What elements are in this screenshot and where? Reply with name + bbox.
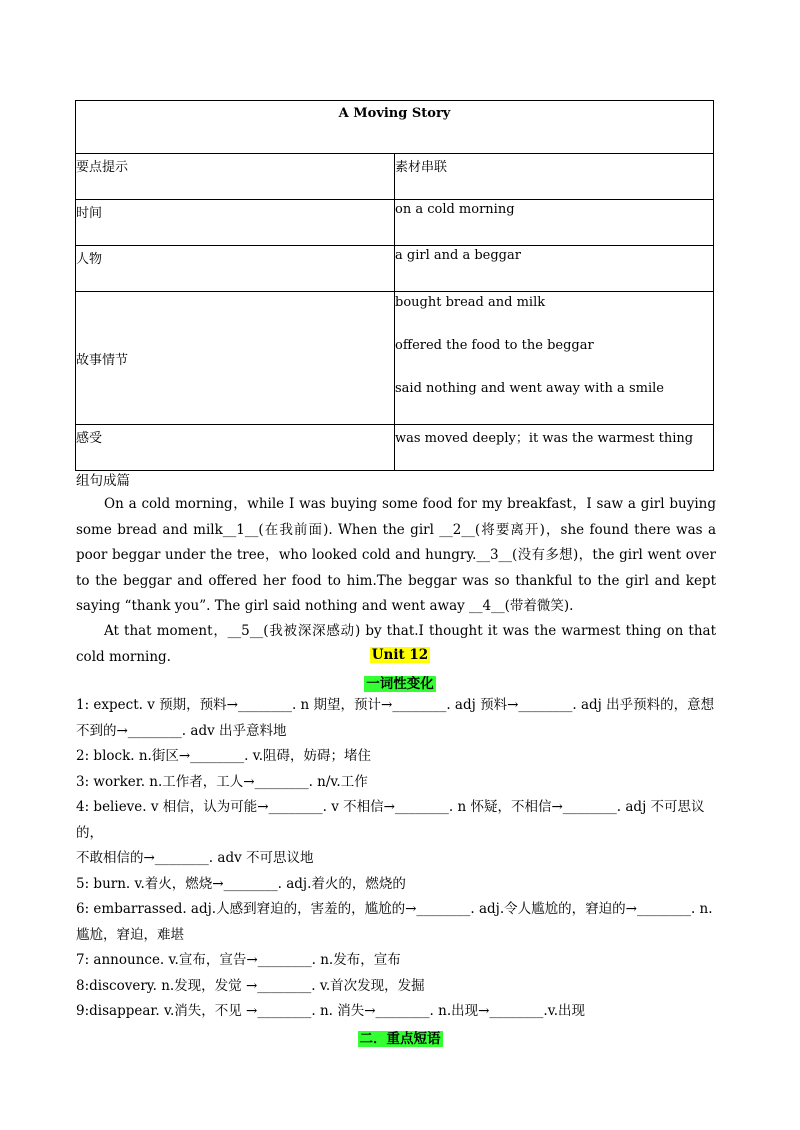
- list-item: 3: worker. n.工作者，工人→________. n/v.工作: [76, 773, 368, 790]
- table-header-left: 要点提示: [76, 154, 395, 200]
- list-item: 2: block. n.街区→________. v.阻碍，妨碍；堵住: [76, 748, 372, 764]
- plot-line: said nothing and went away with a smile: [395, 381, 664, 396]
- table-row-plot-value: [395, 292, 714, 425]
- unit-heading: Unit 12: [371, 647, 429, 663]
- table-row-time-label: 时间: [76, 200, 395, 246]
- list-item: 9:disappear. v.消失，不见 →________. n. 消失→________. n.出现→________.v.出现: [76, 1003, 586, 1019]
- plot-line: offered the food to the beggar: [395, 338, 594, 353]
- table-row-time-value: on a cold morning: [395, 200, 714, 246]
- list-item: 不敢相信的→________. adv 不可思议地: [76, 850, 314, 866]
- section-heading-phrases: 二．重点短语: [359, 1031, 441, 1047]
- section-heading-word-forms: 一词性变化: [366, 676, 434, 692]
- table-row-feeling-value: was moved deeply；it was the warmest thing: [395, 425, 714, 471]
- list-item: 4: believe. v 相信，认为可能→________. v 不相信→________. n 怀疑，不相信→________. adj 不可思议的，: [76, 799, 705, 841]
- word-form-list: [76, 693, 726, 1025]
- composition-paragraph-1: On a cold morning，while I was buying some food for my breakfast，I saw a girl buying some bread and milk__1__(在我前面). When the girl __2__(将要离开)，she found there was a poor beggar under the tree，who looked cold and hungry.__3__(没有多想)，the girl went over to the beggar and offered her food to him.The beggar was so thankful to the girl and kept saying “thank you”. The girl said nothing and went away __4__(带着微笑).: [76, 496, 716, 614]
- plot-line: bought bread and milk: [395, 295, 546, 310]
- composition-label: 组句成篇: [76, 473, 130, 489]
- table-header-right: 素材串联: [395, 154, 714, 200]
- table-title: A Moving Story: [76, 101, 714, 154]
- table-row-people-value: a girl and a beggar: [395, 246, 714, 292]
- list-item: 1: expect. v 预期，预料→________. n 期望，预计→________. adj 预料→________. adj 出乎预料的，意想不到的→________. adv 出乎意料地: [76, 697, 715, 739]
- list-item: 7: announce. v.宣布，宣告→________. n.发布，宣布: [76, 952, 401, 968]
- list-item: 5: burn. v.着火，燃烧→________. adj.着火的，燃烧的: [76, 875, 406, 892]
- table-row-feeling-label: 感受: [76, 425, 395, 471]
- story-table: [75, 100, 714, 471]
- composition-paragraph-2: At that moment，__5__(我被深深感动) by that.I thought it was the warmest thing on that cold morning.: [76, 623, 716, 665]
- list-item: 6: embarrassed. adj.人感到窘迫的，害羞的，尴尬的→________. adj.令人尴尬的，窘迫的→________. n.尴尬，窘迫，难堪: [76, 901, 713, 943]
- list-item: 8:discovery. n.发现，发觉 →________. v.首次发现，发掘: [76, 977, 425, 994]
- table-row-plot-label: 故事情节: [76, 292, 395, 425]
- table-row-people-label: 人物: [76, 246, 395, 292]
